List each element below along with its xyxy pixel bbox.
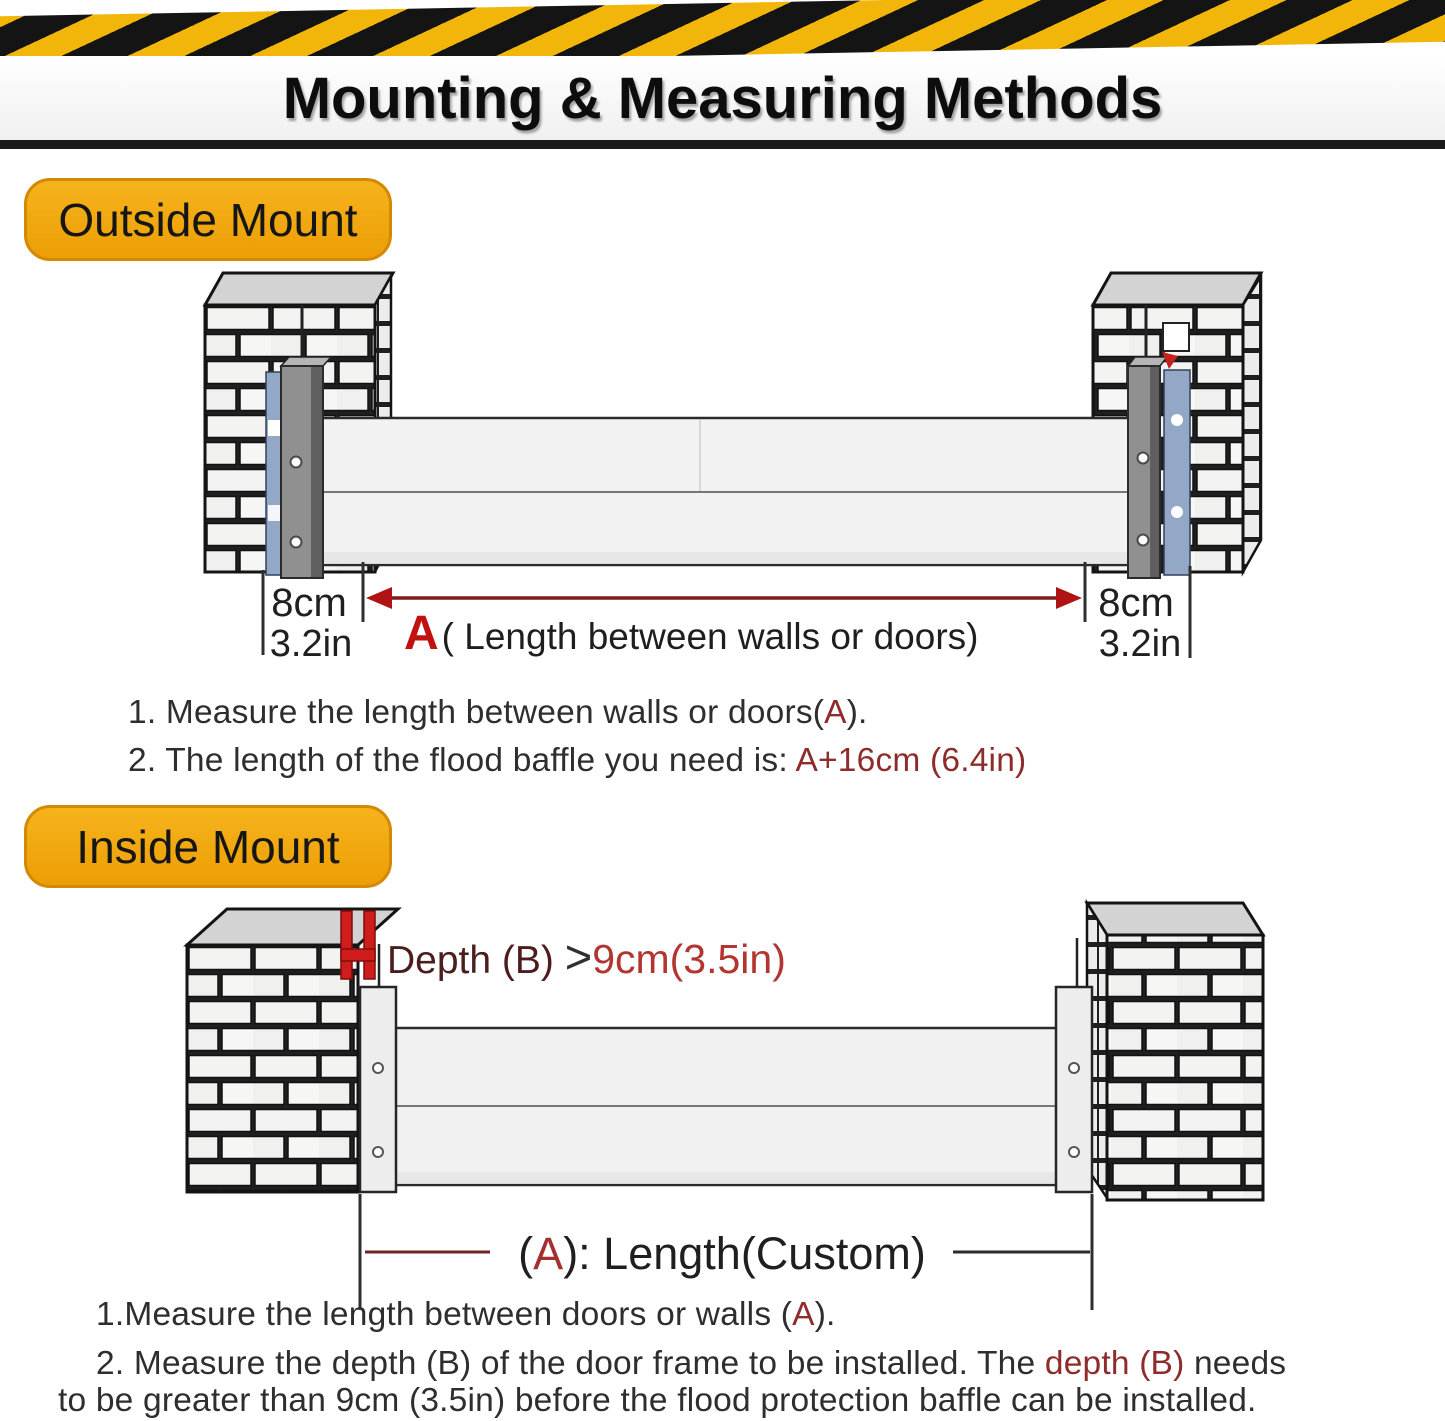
screw-hole-icon [291, 537, 302, 548]
instruction-highlight: A+16cm (6.4in) [795, 742, 1027, 779]
length-dimension [360, 1194, 1092, 1310]
arrowhead-left-icon [366, 587, 392, 609]
instruction-highlight: depth (B) [1044, 1345, 1185, 1382]
outside-instruction-2 [128, 742, 1026, 780]
left-offset-cm-label: 8cm [271, 581, 347, 625]
mount-slot [1163, 323, 1189, 351]
screw-hole-icon [1138, 535, 1149, 546]
instruction-text: needs [1184, 1345, 1287, 1382]
span-length-label [404, 607, 978, 660]
label-open-paren: ( [518, 1228, 534, 1279]
screw-hole-icon [373, 1147, 383, 1157]
seal-mark [268, 420, 280, 436]
instruction-text: ). [814, 1296, 836, 1333]
instruction-text: ). [846, 694, 868, 731]
seal-strip [1164, 370, 1190, 575]
inside-instruction-2-cont [58, 1382, 1257, 1420]
label-a: A [533, 1228, 564, 1279]
pillar-top-cap [1087, 903, 1263, 935]
inside-instruction-1 [96, 1296, 836, 1334]
depth-requirement-label [387, 930, 786, 983]
right-offset-cm-label: 8cm [1098, 581, 1174, 625]
pillar-side-face [1243, 276, 1261, 572]
channel-face [1056, 987, 1092, 1192]
flood-barrier [318, 418, 1150, 565]
instruction-highlight: A [792, 1296, 815, 1333]
header-divider [0, 140, 1445, 149]
outside-mount-diagram [150, 268, 1400, 700]
length-dimension [263, 562, 1190, 665]
pillar-top-cap [1093, 273, 1261, 305]
screw-hole-icon [1138, 453, 1149, 464]
instruction-text: 2. Measure the depth (B) of the door frame to be installed. The [96, 1345, 1045, 1382]
label-rest: ): Length(Custom) [563, 1228, 926, 1279]
seal-mark [268, 505, 280, 521]
channel-top [1128, 357, 1167, 366]
span-length-a: A [404, 607, 439, 660]
instruction-text: 1.Measure the length between doors or walls ( [96, 1296, 793, 1333]
instruction-text: 1. Measure the length between walls or doors( [128, 694, 825, 731]
pillar-front-face [1107, 935, 1263, 1200]
channel-face [360, 987, 396, 1192]
seal-mark [1171, 414, 1183, 426]
right-mount-bracket [1128, 352, 1190, 578]
page-title: Mounting & Measuring Methods [282, 65, 1163, 131]
pillar-front-face [187, 945, 358, 1192]
instruction-text: to be greater than 9cm (3.5in) before the flood protection baffle can be installed. [58, 1382, 1257, 1419]
left-mount-bracket [266, 357, 331, 578]
screw-hole-icon [291, 457, 302, 468]
inside-mount-badge-label: Inside Mount [76, 820, 340, 873]
flood-barrier [380, 1028, 1076, 1185]
span-length-text: ( Length between walls or doors) [441, 616, 979, 657]
title-band [0, 56, 1445, 140]
panel-shadow [320, 552, 1148, 564]
screw-hole-icon [1069, 1147, 1079, 1157]
seal-mark [1171, 506, 1183, 518]
left-offset-in-label: 3.2in [269, 623, 353, 665]
greater-than-sign: > [564, 930, 593, 983]
inside-instruction-2 [96, 1345, 1286, 1383]
channel-top [281, 357, 331, 366]
right-brick-pillar [1077, 903, 1263, 1200]
channel-edge [1150, 366, 1160, 578]
outside-mount-badge-label: Outside Mount [58, 193, 358, 246]
inside-mount-diagram [150, 900, 1400, 1315]
channel-face [1128, 366, 1150, 578]
outside-mount-badge [24, 178, 392, 261]
channel-edge [311, 366, 323, 578]
instruction-text: 2. The length of the flood baffle you need is: [128, 742, 796, 779]
custom-length-label [518, 1228, 926, 1279]
panel-shadow [382, 1172, 1074, 1184]
arrowhead-right-icon [1056, 587, 1082, 609]
depth-value-text: 9cm(3.5in) [592, 936, 786, 982]
right-mount-channel [1056, 987, 1092, 1192]
inside-mount-badge [24, 805, 392, 888]
outside-instruction-1 [128, 694, 868, 732]
right-offset-in-label: 3.2in [1098, 623, 1182, 665]
screw-hole-icon [1069, 1063, 1079, 1073]
depth-label-text: Depth (B) [387, 939, 565, 982]
screw-hole-icon [373, 1063, 383, 1073]
pillar-top-cap [205, 273, 393, 305]
instruction-highlight: A [824, 694, 847, 731]
left-mount-channel [360, 987, 396, 1192]
